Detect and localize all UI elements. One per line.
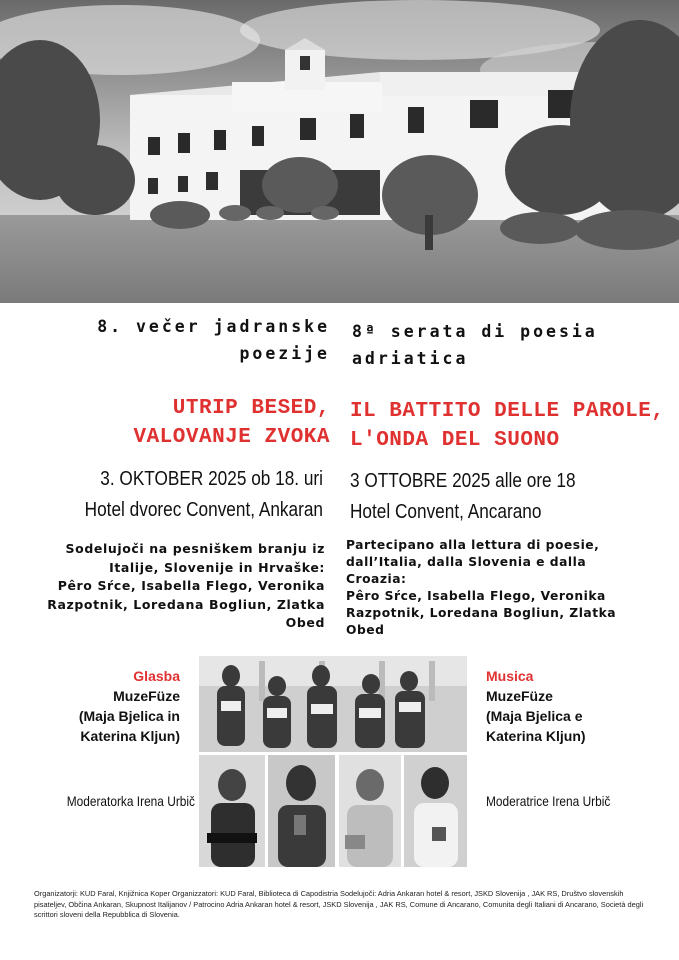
date-venue-it (350, 465, 660, 527)
group-photo (199, 656, 467, 752)
music-block-sl (20, 666, 180, 746)
participants-line: Obed (346, 623, 385, 637)
event-venue: Hotel dvorec Convent, Ankaran (84, 498, 323, 521)
event-title-sl (0, 394, 330, 452)
evening-line-2: poezije (239, 344, 330, 363)
event-venue: Hotel Convent, Ancarano (350, 500, 542, 523)
music-members: (Maja Bjelica e (486, 708, 583, 724)
music-group: MuzeFüze (486, 688, 553, 704)
poet-portrait-1 (199, 755, 265, 867)
poet-portrait-3 (339, 755, 401, 867)
moderator-block-it (486, 792, 666, 810)
footer-credits: Organizatorji: KUD Faral, Knjižnica Koper Organizzatori: KUD Faral, Biblioteca di Capodistria Sodelujoči: Adria Ankaran hotel & resort, JSKD Slovenija , JAK RS, Društvo slovenskih pisateljev, Občina Ankaran, Skupnost Italijanov / Patrocino Adria Ankaran hotel & resort, JSKD Slovenija , JAK RS, Comune di Ancarano, Comunita degli Italiani di Ancarano, Società degli scrittori sloveni della Repubblica di Slovenia. (34, 889, 644, 919)
title-line-2: VALOVANJE ZVOKA (133, 426, 330, 449)
participants-line: Pêro Sŕce, Isabella Flego, Veronika (346, 589, 606, 603)
participants-line: Croazia: (346, 572, 407, 586)
title-line-1: UTRIP BESED, (172, 397, 330, 420)
evening-title-it (352, 318, 662, 372)
music-group: MuzeFüze (113, 688, 180, 704)
evening-line-1: 8ª serata di poesia (352, 322, 598, 341)
title-line-2: L'ONDA DEL SUONO (350, 429, 560, 452)
poet-portrait-2 (268, 755, 335, 867)
moderator: Moderatorka Irena Urbič (66, 793, 195, 809)
hero-villa-photo (0, 0, 679, 303)
participants-line: Sodelujoči na pesniškem branju iz (65, 541, 325, 556)
music-label: Glasba (133, 668, 180, 684)
title-line-1: IL BATTITO DELLE PAROLE, (350, 400, 665, 423)
participants-sl (0, 540, 325, 633)
poet-portrait-4 (404, 755, 467, 867)
music-block-it (486, 666, 656, 746)
music-members: (Maja Bjelica in (78, 708, 180, 724)
date-venue-sl (0, 463, 323, 525)
moderator: Moderatrice Irena Urbič (486, 793, 611, 809)
evening-line-2: adriatica (352, 349, 469, 368)
evening-line-1: 8. večer jadranske (97, 317, 330, 336)
evening-title-sl (0, 313, 330, 367)
event-date: 3 OTTOBRE 2025 alle ore 18 (350, 469, 576, 492)
event-title-it (350, 397, 670, 455)
participants-line: dall’Italia, dalla Slovenia e dalla (346, 555, 587, 569)
participants-line: Italije, Slovenije in Hrvaške: (109, 559, 325, 575)
participants-line: Partecipano alla lettura di poesie, (346, 538, 600, 552)
participants-line: Obed (285, 615, 325, 630)
participants-line: Razpotnik, Loredana Bogliun, Zlatka (47, 596, 325, 612)
moderator-block-sl (20, 792, 195, 810)
participants-line: Razpotnik, Loredana Bogliun, Zlatka (346, 606, 617, 620)
music-label: Musica (486, 668, 534, 684)
music-members: Katerina Kljun) (486, 728, 586, 744)
participants-line: Pêro Sŕce, Isabella Flego, Veronika (57, 578, 325, 593)
event-date: 3. OKTOBER 2025 ob 18. uri (100, 467, 324, 490)
music-members: Katerina Kljun) (80, 728, 180, 744)
participants-it (346, 537, 666, 639)
